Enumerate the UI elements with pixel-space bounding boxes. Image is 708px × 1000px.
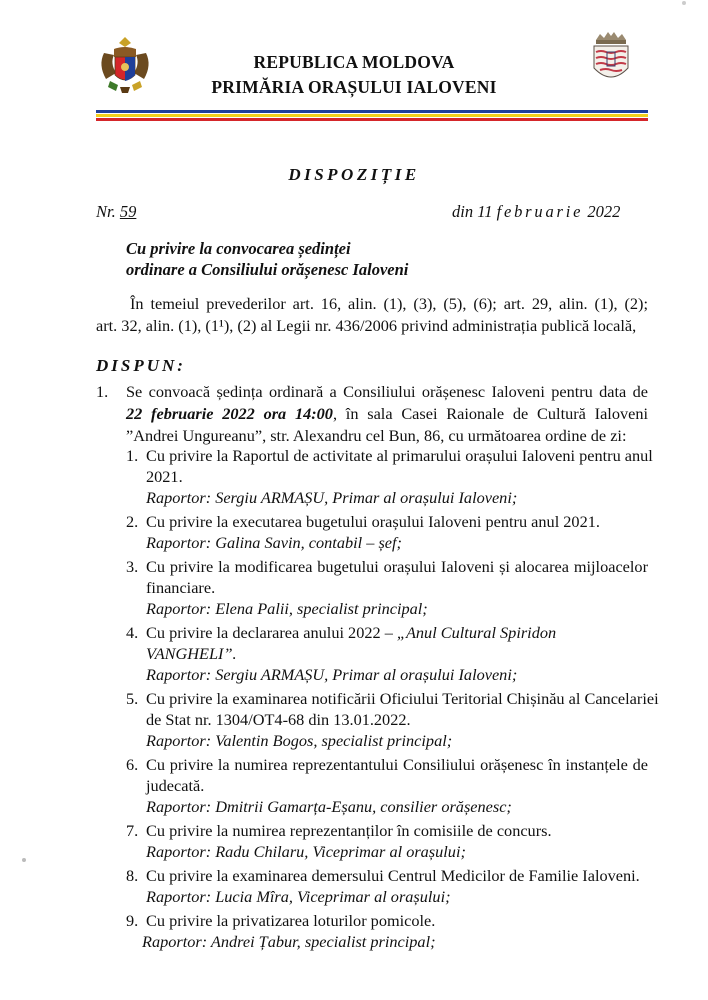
agenda-item-number: 2. [126, 512, 139, 531]
agenda-item-number: 1. [126, 446, 139, 465]
point-1 [96, 381, 648, 447]
agenda-item-text: Cu privire la executarea bugetului orașului Ialoveni pentru anul 2021. [146, 512, 600, 531]
agenda-item [126, 688, 659, 751]
subject-line-2: ordinare a Consiliului orășenesc Ialoveni [126, 260, 409, 279]
agenda-item-number: 7. [126, 821, 139, 840]
agenda-item [126, 622, 648, 685]
agenda-item-text: Cu privire la examinarea demersului Centrul Medicilor de Familie Ialoveni. [146, 866, 640, 885]
date-month: februarie [496, 202, 584, 221]
agenda-item [126, 820, 648, 862]
flag-stripe-blue [96, 110, 648, 113]
agenda-item-text-cont: 2021. [146, 467, 183, 486]
agenda-item-number: 5. [126, 689, 139, 708]
agenda-item-rapporteur: Raportor: Andrei Țabur, specialist principal; [142, 932, 436, 951]
agenda-item-text [146, 622, 648, 664]
meeting-datetime: 22 februarie 2022 ora 14:00 [126, 404, 333, 423]
agenda-item-text-cont: de Stat nr. 1304/OT4-68 din 13.01.2022. [146, 710, 411, 729]
meeting-venue: , în sala Casei Raionale de Cultură Ialoveni [332, 404, 648, 423]
agenda-item-rapporteur: Raportor: Radu Chilaru, Viceprimar al orașului; [146, 842, 466, 861]
document-number [96, 202, 136, 222]
point-1-line-2 [126, 403, 648, 425]
point-1-line-1: Se convoacă ședința ordinară a Consiliului orășenesc Ialoveni pentru data de [126, 382, 648, 401]
agenda-item [126, 445, 653, 508]
agenda-item [126, 910, 648, 952]
flag-stripe-red [96, 118, 648, 121]
header-country: REPUBLICA MOLDOVA [253, 52, 455, 72]
point-1-number: 1. [96, 382, 109, 401]
number-value: 59 [119, 202, 137, 221]
point-1-line-3: ”Andrei Ungureanu”, str. Alexandru cel Bun, 86, cu următoarea ordine de zi: [126, 426, 627, 445]
agenda-item-text-cont: judecată. [146, 776, 205, 795]
agenda-item-rapporteur: Raportor: Galina Savin, contabil – șef; [146, 533, 402, 552]
document-subject [126, 238, 408, 280]
agenda-item-number: 6. [126, 755, 139, 774]
flag-stripe-yellow [96, 114, 648, 117]
agenda-item-rapporteur: Raportor: Lucia Mîra, Viceprimar al orașului; [146, 887, 451, 906]
agenda-item [126, 511, 648, 553]
subject-line-1: Cu privire la convocarea ședinței [126, 239, 351, 258]
agenda-item-text-plain: Cu privire la declararea anului 2022 – [146, 623, 397, 642]
agenda-item-rapporteur: Raportor: Elena Palii, specialist principal; [146, 599, 428, 618]
agenda-item-text: Cu privire la modificarea bugetului orașului Ialoveni și alocarea mijloacelor [146, 557, 648, 576]
scan-speck [22, 858, 26, 862]
preamble-line-1: În temeiul prevederilor art. 16, alin. (1), (3), (5), (6); art. 29, alin. (1), (2); [130, 294, 648, 313]
agenda-item-number: 8. [126, 866, 139, 885]
dispun-heading: DISPUN: [96, 356, 186, 375]
agenda-item-rapporteur: Raportor: Dmitrii Gamarța-Eșanu, consilier orășenesc; [146, 797, 512, 816]
preamble-line-2: art. 32, alin. (1), (1¹), (2) al Legii nr. 436/2006 privind administrația publică locală, [96, 316, 637, 335]
agenda-item-number: 4. [126, 623, 139, 642]
agenda-list [126, 445, 659, 955]
document-title: DISPOZIȚIE [288, 165, 420, 184]
number-prefix: Nr. [96, 202, 116, 221]
header-institution: PRIMĂRIA ORAȘULUI IALOVENI [211, 77, 497, 97]
agenda-item-rapporteur: Raportor: Valentin Bogos, specialist principal; [146, 731, 453, 750]
agenda-item [126, 865, 648, 907]
agenda-item [126, 754, 648, 817]
agenda-item [126, 556, 648, 619]
agenda-item-text: Cu privire la examinarea notificării Oficiului Teritorial Chișinău al Cancelariei [146, 689, 659, 708]
agenda-item-text: Cu privire la privatizarea loturilor pomicole. [146, 911, 436, 930]
scan-speck [682, 1, 686, 5]
agenda-item-rapporteur: Raportor: Sergiu ARMAȘU, Primar al orașului Ialoveni; [146, 488, 518, 507]
agenda-item-text: Cu privire la numirea reprezentantului Consiliului orășenesc în instanțele de [146, 755, 648, 774]
document-date [452, 202, 620, 222]
agenda-item-text-cont: financiare. [146, 578, 216, 597]
date-year: 2022 [587, 202, 621, 221]
legal-basis-paragraph [96, 293, 648, 337]
agenda-item-text: Cu privire la numirea reprezentanților în comisiile de concurs. [146, 821, 552, 840]
agenda-item-number: 3. [126, 557, 139, 576]
agenda-item-text: Cu privire la Raportul de activitate al primarului orașului Ialoveni pentru anul [146, 446, 653, 465]
date-prefix: din 11 [452, 202, 493, 221]
agenda-item-rapporteur: Raportor: Sergiu ARMAȘU, Primar al orașului Ialoveni; [146, 665, 518, 684]
agenda-item-number: 9. [126, 911, 139, 930]
cultural-year-title: „Anul Cultural Spiridon VANGHELI”. [146, 623, 557, 663]
